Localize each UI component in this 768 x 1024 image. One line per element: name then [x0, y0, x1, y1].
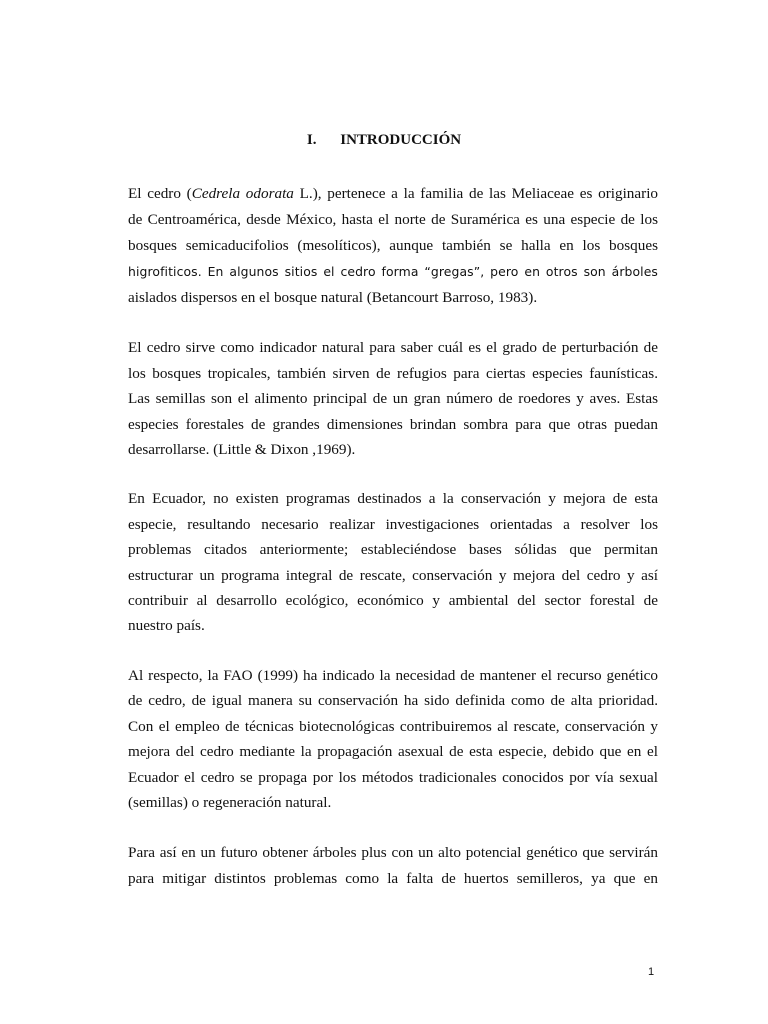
paragraph-1-line-3: bosques semicaducifolios (mesolíticos), aunque también se halla en los bosques: [128, 237, 658, 254]
paragraph-1-line-5: aislados dispersos en el bosque natural (Betancourt Barroso, 1983).: [128, 289, 538, 306]
paragraph-3-line-3: problemas citados anteriormente; estableciéndose bases sólidas que permitan: [128, 541, 658, 558]
section-title: INTRODUCCIÓN: [340, 132, 462, 148]
paragraph-3-line-6: nuestro país.: [128, 617, 205, 634]
paragraph-2-line-3: Las semillas son el alimento principal de un gran número de roedores y aves. Estas: [128, 390, 658, 407]
paragraph-2-line-5: desarrollarse. (Little & Dixon ,1969).: [128, 441, 356, 458]
section-heading: [0, 132, 768, 149]
page-number: 1: [648, 966, 655, 978]
paragraph-3-line-1: En Ecuador, no existen programas destinados a la conservación y mejora de esta: [128, 490, 658, 507]
paragraph-5-line-1: Para así en un futuro obtener árboles plus con un alto potencial genético que servirán: [128, 844, 658, 861]
paragraph-4-line-4: mejora del cedro mediante la propagación asexual de esta especie, debido que en el: [128, 743, 658, 760]
paragraph-3-line-2: especie, resultando necesario realizar investigaciones orientadas a resolver los: [128, 516, 658, 533]
paragraph-1-line-1: El cedro (Cedrela odorata L.), pertenece a la familia de las Meliaceae es originario: [128, 185, 659, 202]
paragraph-4-line-5: Ecuador el cedro se propaga por los métodos tradicionales conocidos por vía sexual: [128, 769, 658, 786]
paragraph-3-line-5: contribuir al desarrollo ecológico, económico y ambiental del sector forestal de: [128, 592, 658, 609]
paragraph-2-line-2: los bosques tropicales, también sirven de refugios para ciertas especies faunísticas.: [128, 365, 658, 382]
paragraph-4-line-3: Con el empleo de técnicas biotecnológicas contribuiremos al rescate, conservación y: [128, 718, 658, 735]
species-name-italic: Cedrela odorata: [191, 185, 294, 202]
paragraph-5-line-2: para mitigar distintos problemas como la falta de huertos semilleros, ya que en: [128, 870, 658, 887]
paragraph-1-line-4: higrofiticos. En algunos sitios el cedro forma “gregas”, pero en otros son árboles: [128, 264, 658, 279]
paragraph-1-line-2: de Centroamérica, desde México, hasta el norte de Suramérica es una especie de los: [128, 211, 658, 228]
paragraph-4-line-2: de cedro, de igual manera su conservación ha sido definida como de alta prioridad.: [128, 692, 658, 709]
paragraph-4-line-1: Al respecto, la FAO (1999) ha indicado la necesidad de mantener el recurso genético: [128, 667, 658, 684]
paragraph-4-line-6: (semillas) o regeneración natural.: [128, 794, 332, 811]
paragraph-2-line-4: especies forestales de grandes dimensiones brindan sombra para que otras puedan: [128, 416, 658, 433]
section-number: I.: [306, 132, 317, 148]
paragraph-3-line-4: estructurar un programa integral de rescate, conservación y mejora del cedro y así: [128, 567, 658, 584]
paragraph-2-line-1: El cedro sirve como indicador natural para saber cuál es el grado de perturbación de: [128, 339, 658, 356]
